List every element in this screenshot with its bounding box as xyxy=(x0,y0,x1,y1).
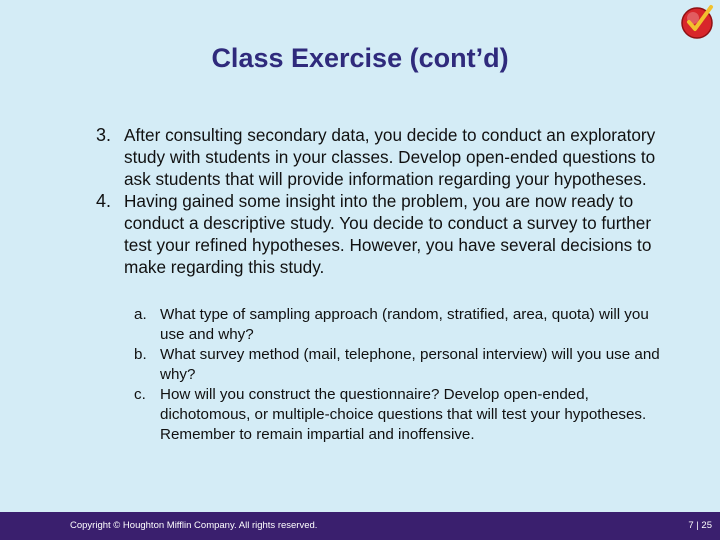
list-item xyxy=(92,190,672,278)
sublist-text: How will you construct the questionnaire? Develop open‑ended, dichotomous, or multiple‑choice questions that will test your hypotheses. Remember to remain impartial and inoffensive. xyxy=(160,386,647,443)
footer-bar xyxy=(0,512,720,540)
page-number: 7 | 25 xyxy=(688,520,712,531)
checkmark-badge-icon xyxy=(680,4,716,40)
item-number: 3. xyxy=(96,125,112,145)
copyright-text: Copyright © Houghton Mifflin Company. All rights reserved. xyxy=(70,520,318,531)
list-item xyxy=(92,124,672,190)
slide-title: Class Exercise (cont’d) xyxy=(211,43,509,73)
item-number: 4. xyxy=(96,191,112,211)
sublist-letter: c. xyxy=(134,386,146,403)
sublist-text: What survey method (mail, telephone, personal interview) will you use and why? xyxy=(160,346,660,383)
sublist-letter: b. xyxy=(134,346,147,363)
sublist-item xyxy=(134,305,674,345)
sublist-letter: a. xyxy=(134,306,147,323)
item-text: Having gained some insight into the problem, you are now ready to conduct a descriptive study. You decide to conduct a survey to further test your refined hypotheses. However, you have several decisions to make regarding this study. xyxy=(124,191,652,277)
numbered-list xyxy=(92,124,672,278)
lettered-sublist xyxy=(134,305,674,445)
sublist-item xyxy=(134,385,674,445)
item-text: After consulting secondary data, you decide to conduct an exploratory study with students in your classes. Develop open‑ended questions to ask students that will provide information regarding your hypotheses. xyxy=(124,125,656,189)
sublist-item xyxy=(134,345,674,385)
sublist-text: What type of sampling approach (random, stratified, area, quota) will you use and why? xyxy=(160,306,649,343)
